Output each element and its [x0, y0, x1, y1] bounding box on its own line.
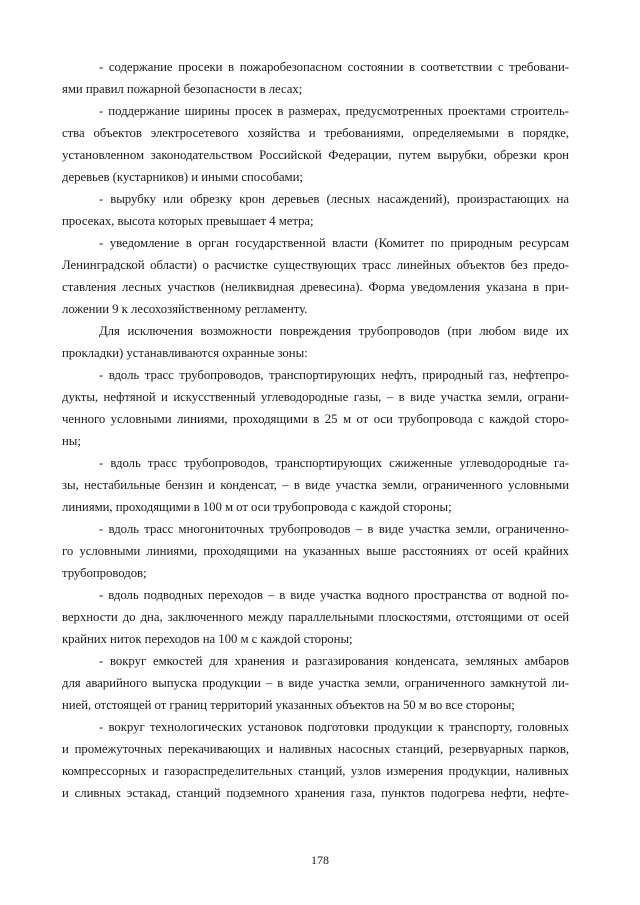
text-line: просеках, высота которых превышает 4 метра; [62, 214, 314, 228]
text-line: - вдоль трасс трубопроводов, транспортирующих сжиженные углеводородные га- [99, 456, 569, 470]
text-line: ставления лесных участков (неликвидная древесина). Форма уведомления указана в при- [62, 280, 569, 294]
text-line: - вдоль трасс многониточных трубопроводов – в виде участка земли, ограниченно- [99, 522, 569, 536]
text-line: ями правил пожарной безопасности в лесах; [62, 82, 303, 96]
text-line: Для исключения возможности повреждения трубопроводов (при любом виде их [99, 324, 569, 338]
text-line: ложении 9 к лесохозяйственному регламенту. [62, 302, 308, 316]
text-line: ства объектов электросетевого хозяйства и требованиями, определяемыми в порядке, [62, 126, 569, 140]
text-line: деревьев (кустарников) и иными способами; [62, 170, 303, 184]
text-line: Ленинградской области) о расчистке существующих трасс линейных объектов без предо- [62, 258, 569, 272]
text-line: и промежуточных перекачивающих и наливных насосных станций, резервуарных парков, [62, 742, 569, 756]
text-line: линиями, проходящими в 100 м от оси трубопровода с каждой стороны; [62, 500, 452, 514]
text-line: - поддержание ширины просек в размерах, предусмотренных проектами строитель- [99, 104, 569, 118]
text-line: крайних ниток переходов на 100 м с каждой стороны; [62, 632, 353, 646]
text-line: - вырубку или обрезку крон деревьев (лесных насаждений), произрастающих на [99, 192, 569, 206]
text-line: ченного условными линиями, проходящими в 25 м от оси трубопровода с каждой сторо- [62, 412, 569, 426]
text-line: компрессорных и газораспределительных станций, узлов измерения продукции, наливных [62, 764, 569, 778]
text-line: - вокруг емкостей для хранения и разгазирования конденсата, земляных амбаров [99, 654, 569, 668]
body-text [62, 56, 569, 804]
text-line: зы, нестабильные бензин и конденсат, – в виде участка земли, ограниченного условными [62, 478, 569, 492]
text-line: трубопроводов; [62, 566, 147, 580]
text-line: для аварийного выпуска продукции – в виде участка земли, ограниченного замкнутой ли- [62, 676, 569, 690]
text-line: ны; [62, 434, 81, 448]
text-line: - вдоль подводных переходов – в виде участка водного пространства от водной по- [99, 588, 569, 602]
page-number: 178 [311, 853, 329, 867]
text-line: прокладки) устанавливаются охранные зоны: [62, 346, 308, 360]
text-line: установленном законодательством Российской Федерации, путем вырубки, обрезки крон [62, 148, 569, 162]
text-line: го условными линиями, проходящими на указанных выше расстояниях от осей крайних [62, 544, 569, 558]
text-line: - содержание просеки в пожаробезопасном состоянии в соответствии с требовани- [99, 60, 569, 74]
text-line: - вокруг технологических установок подготовки продукции к транспорту, головных [99, 720, 569, 734]
text-line: - вдоль трасс трубопроводов, транспортирующих нефть, природный газ, нефтепро- [99, 368, 569, 382]
text-line: и сливных эстакад, станций подземного хранения газа, пунктов подогрева нефти, нефте- [62, 786, 569, 800]
text-line: верхности до дна, заключенного между параллельными плоскостями, отстоящими от осей [62, 610, 569, 624]
text-line: - уведомление в орган государственной власти (Комитет по природным ресурсам [99, 236, 569, 250]
text-line: дукты, нефтяной и искусственный углеводородные газы, – в виде участка земли, ограни- [62, 390, 569, 404]
text-line: нией, отстоящей от границ территорий указанных объектов на 50 м во все стороны; [62, 698, 515, 712]
